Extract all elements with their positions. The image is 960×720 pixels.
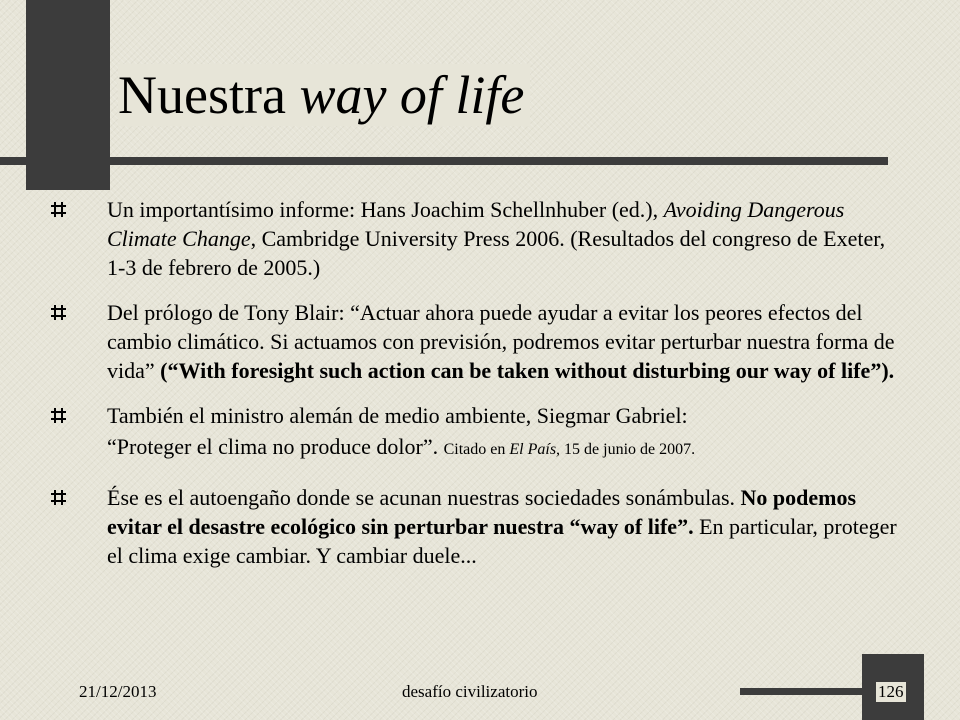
bullet-autoengano xyxy=(50,483,900,570)
bullet-text: En particular, proteger el clima exige cambiar. Y cambiar duele... xyxy=(107,514,897,568)
citation-prefix: Citado en xyxy=(443,441,510,458)
bullet-bold-statement: No podemos evitar el desastre ecológico sin perturbar nuestra “way of life”. xyxy=(107,485,857,539)
title-italic: way of life xyxy=(299,65,525,125)
slide-title xyxy=(118,64,530,126)
title-main: Nuestra xyxy=(118,65,300,125)
hash-bullet-icon xyxy=(50,304,67,321)
hash-bullet-icon xyxy=(50,201,67,218)
bullet-gabriel xyxy=(50,401,900,430)
title-underline-rule xyxy=(0,157,888,165)
slide-content xyxy=(50,195,900,586)
gabriel-quote-line xyxy=(50,432,900,465)
gabriel-quote: “Proteger el clima no produce dolor”. xyxy=(107,434,444,459)
bullet-text: Ése es el autoengaño donde se acunan nuestras sociedades sonámbulas. xyxy=(107,485,741,510)
page-number: 126 xyxy=(878,682,904,701)
bullet-text: También el ministro alemán de medio ambiente, Siegmar Gabriel: xyxy=(107,403,688,428)
hash-bullet-icon xyxy=(50,489,67,506)
bullet-text: Del prólogo de Tony Blair: “Actuar ahora puede ayudar a evitar los peores efectos del cambio climático. Si actuamos con previsión, podremos evitar perturbar nuestra forma de vida” xyxy=(107,300,895,383)
citation-source: El País, xyxy=(509,441,561,458)
bullet-text: , Cambridge University Press 2006. (Resultados del congreso de Exeter, 1-3 de febrero de 2005.) xyxy=(107,226,886,280)
bullet-informe xyxy=(50,195,900,282)
book-title: Avoiding Dangerous Climate Change xyxy=(107,197,845,251)
bullet-text: Un importantísimo informe: Hans Joachim Schellnhuber (ed.), xyxy=(107,197,664,222)
hash-bullet-icon xyxy=(50,407,67,424)
citation-date: 15 de junio de 2007. xyxy=(560,441,696,458)
footer-title: desafío civilizatorio xyxy=(402,682,538,701)
footer-date: 21/12/2013 xyxy=(79,682,157,701)
bullet-blair xyxy=(50,298,900,385)
bullet-bold-quote: (“With foresight such action can be taken without disturbing our way of life”). xyxy=(160,358,895,383)
